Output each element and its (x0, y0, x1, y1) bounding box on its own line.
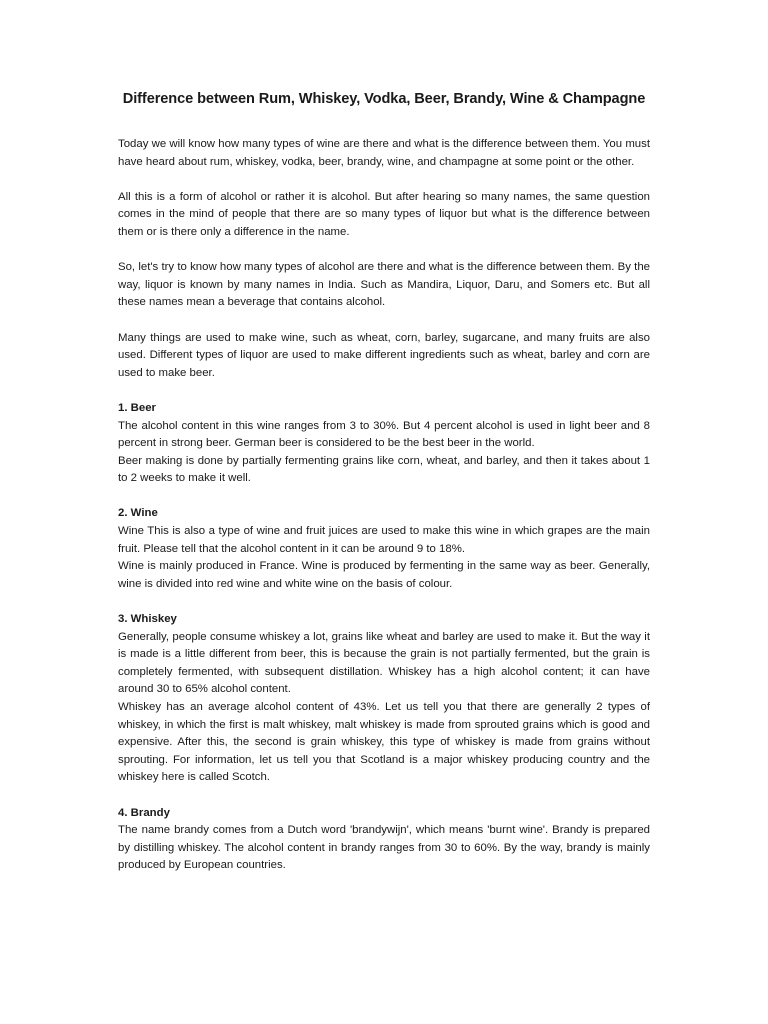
section-text: Wine This is also a type of wine and fruit juices are used to make this wine in which grapes are the main fruit. Please tell that the alcohol content in it can be around 9 to 18%. (118, 525, 650, 555)
section-text: Beer making is done by partially fermenting grains like corn, wheat, and barley, and then it takes about 1 to 2 weeks to make it well. (118, 454, 650, 485)
section-text: Wine is mainly produced in France. Wine is produced by fermenting in the same way as beer. Generally, wine is divided into red wine and white wine on the basis of colour. (118, 560, 650, 590)
intro-paragraph-3: So, let's try to know how many types of alcohol are there and what is the difference between them. By the way, liquor is known by many names in India. Such as Mandira, Liquor, Daru, and Somers etc. But all these names mean a beverage that contains alcohol. (118, 261, 650, 309)
section-text: The alcohol content in this wine ranges from 3 to 30%. But 4 percent alcohol is used in light beer and 8 percent in strong beer. German beer is considered to be the best beer in the world. (118, 419, 650, 450)
section-heading-beer: 1. Beer (118, 401, 156, 414)
section-wine (118, 505, 650, 593)
document-title: Difference between Rum, Whiskey, Vodka, Beer, Brandy, Wine & Champagne (122, 91, 646, 107)
intro-paragraph-4: Many things are used to make wine, such as wheat, corn, barley, sugarcane, and many fruits are also used. Different types of liquor are used to make different ingredients such as wheat, barley and corn are used to make beer. (118, 331, 650, 379)
section-brandy (118, 805, 650, 875)
section-whiskey (118, 611, 650, 787)
section-text: Generally, people consume whiskey a lot, grains like wheat and barley are used to make it. But the way it is made is a little different from beer, this is because the grain is not partially fermented, but the grain is completely fermented, with subsequent distillation. Whiskey has a high alcohol content; it can have around 30 to 65% alcohol content. (118, 630, 650, 696)
section-heading-whiskey: 3. Whiskey (118, 613, 177, 626)
section-beer (118, 400, 650, 488)
intro-paragraph-2: All this is a form of alcohol or rather it is alcohol. But after hearing so many names, the same question comes in the mind of people that there are so many types of liquor but what is the difference between them or is there only a difference in the name. (118, 190, 650, 238)
section-heading-wine: 2. Wine (118, 507, 158, 520)
intro-paragraph-1: Today we will know how many types of wine are there and what is the difference between them. You must have heard about rum, whiskey, vodka, beer, brandy, wine, and champagne at some point or the other. (118, 138, 650, 168)
section-text: The name brandy comes from a Dutch word 'brandywijn', which means 'burnt wine'. Brandy is prepared by distilling whiskey. The alcohol content in brandy ranges from 30 to 60%. By the way, brandy is mainly produced by European countries. (118, 824, 650, 872)
section-heading-brandy: 4. Brandy (118, 806, 170, 819)
section-text: Whiskey has an average alcohol content of 43%. Let us tell you that there are generally 2 types of whiskey, in which the first is malt whiskey, malt whiskey is made from sprouted grains which is good and expensive. After this, the second is grain whiskey, this type of whiskey is made from grains without sprouting. For information, let us tell you that Scotland is a major whiskey producing country and the whiskey here is called Scotch. (118, 701, 650, 784)
